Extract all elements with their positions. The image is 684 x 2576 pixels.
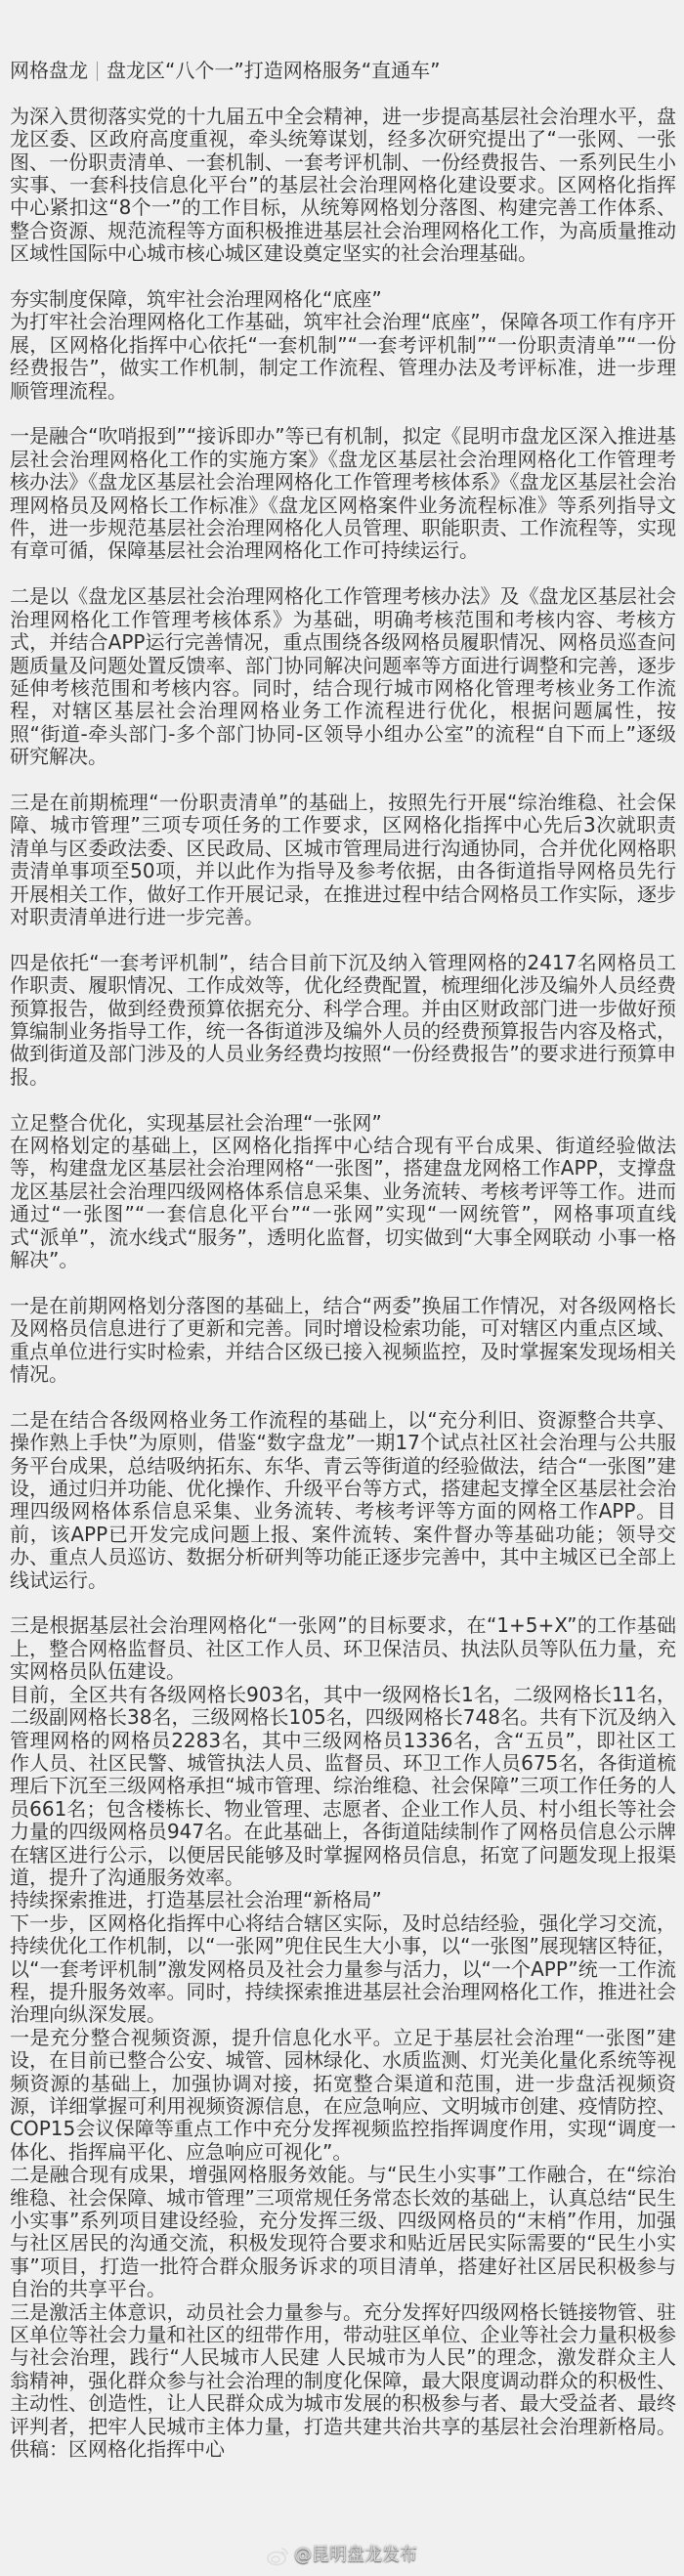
paragraph: 一是在前期网格划分落图的基础上，结合“两委”换届工作情况，对各级网格长及网格员信息进行了更新和完善。同时增设检索功能，可对辖区内重点区域、重点单位进行实时检索，并结合区级已接入视频监控，及时掌握案发现场相关情况。 (10, 1293, 676, 1387)
intro-paragraph (10, 106, 676, 266)
section-one-network (10, 1112, 676, 1272)
paragraph: 为打牢社会治理网格化工作基础，筑牢社会治理“底座”，保障各项工作有序开展，区网格化指挥中心依托“一套机制”“一套考评机制”“一份职责清单”“一份经费报告”，做实工作机制，制定工作流程、管理办法及考评标准，进一步理顺管理流程。 (10, 310, 676, 403)
weibo-watermark (0, 2544, 684, 2566)
section-heading: 持续探索推进，打造基层社会治理“新格局” (10, 1888, 382, 1912)
section-heading: 夯实制度保障，筑牢社会治理网格化“底座” (10, 287, 382, 312)
paragraph: 下一步，区网格化指挥中心将结合辖区实际，及时总结经验，强化学习交流，持续优化工作机制，以“一张网”兜住民生大小事，以“一张图”展现辖区特征，以“一套考评机制”激发网格员及社会力量参与活力，以“一个APP”统一工作流程，提升服务效率。同时，持续探索推进基层社会治理网格化工作，推进社会治理向纵深发展。 (10, 1911, 676, 2027)
column-name: 网格盘龙 (10, 59, 88, 82)
paragraph: 三是激活主体意识，动员社会力量参与。充分发挥好四级网格长链接物管、驻区单位等社会力量和社区的纽带作用，带动驻区单位、企业等社会力量积极参与社会治理，践行“人民城市人民建 人民城市为人民”的理念，激发群众主人翁精神，强化群众参与社会治理的制度化保障，最大限度调动群众的积极性、主动性、创造性，让人民群众成为城市发展的积极参与者、最大受益者、最终评判者，把牢人民城市主体力量，打造共建共治共享的基层社会治理新格局。供稿：区网格化指挥中心 (10, 2299, 676, 2462)
weibo-icon (267, 2545, 290, 2566)
paragraph: 二是以《盘龙区基层社会治理网格化工作管理考核办法》及《盘龙区基层社会治理网格化工作管理考核体系》为基础，明确考核范围和考核内容、考核方式，并结合APP运行完善情况，重点围绕各级网格员履职情况、网格员巡查问题质量及问题处置反馈率、部门协同解决问题率等方面进行调整和完善，逐步延伸考核范围和考核内容。同时，结合现行城市网格化管理考核业务工作流程，对辖区基层社会治理网格业务工作流程进行优化，根据问题属性，按照“街道-牵头部门-多个部门协同-区领导小组办公室”的流程“自下而上”逐级研究解决。 (10, 584, 676, 769)
paragraph: 四是依托“一套考评机制”，结合目前下沉及纳入管理网格的2417名网格员工作职责、履职情况、工作成效等，优化经费配置，梳理细化涉及编外人员经费预算报告，做到经费预算依据充分、科学合理。并由区财政部门进一步做好预算编制业务指导工作，统一各街道涉及编外人员的经费预算报告内容及格式，做到街道及部门涉及的人员业务经费均按照“一份经费报告”的要求进行预算申报。 (10, 950, 676, 1089)
title-divider (97, 62, 98, 81)
paragraph: 一是充分整合视频资源，提升信息化水平。立足于基层社会治理“一张图”建设，在目前已整合公安、城管、园林绿化、水质监测、灯光美化量化系统等视频资源的基础上，加强协调对接，拓宽整合渠道和范围，进一步盘活视频资源，详细掌握可利用视频资源信息，在应急响应、文明城市创建、疫情防控、COP15会议保障等重点工作中充分发挥视频监控指挥调度作用，实现“调度一体化、指挥扁平化、应急响应可视化”。 (10, 2025, 676, 2164)
point-two (10, 585, 676, 768)
paragraph: 二是融合现有成果，增强网格服务效能。与“民生小实事”工作融合，在“综治维稳、社会保障、城市管理”三项常规任务常态长效的基础上，认真总结“民生小实事”系列项目建设经验，充分发挥三级、四级网格员的“末梢”作用，加强与社区居民的沟通交流，积极发现符合要求和贴近居民实际需要的“民生小实事”项目，打造一批符合群众服务诉求的项目清单，搭建好社区居民积极参与自治的共享平台。 (10, 2163, 676, 2301)
article (10, 60, 676, 2484)
paragraph: 三是根据基层社会治理网格化“一张网”的目标要求，在“1+5+X”的工作基础上，整合网格监督员、社区工作人员、环卫保洁员、执法队员等队伍力量，充实网格员队伍建设。 (10, 1613, 676, 1684)
watermark-text: @昆明盘龙发布 (294, 2545, 417, 2565)
network-point-one (10, 1295, 676, 1387)
network-point-two (10, 1409, 676, 1592)
point-three (10, 792, 676, 928)
paragraph: 二是在结合各级网格业务工作流程的基础上，以“充分利旧、资源整合共享、操作熟上手快”为原则，借鉴“数字盘龙”一期17个试点社区社会治理与公共服务平台成果，总结吸纳拓东、东华、青云等街道的经验做法，结合“一张图”建设，通过归并功能、优化操作、升级平台等方式，搭建起支撑全区基层社会治理四级网格体系信息采集、业务流转、考核考评等方面的网格工作APP。目前，该APP已开发完成问题上报、案件流转、案件督办等基础功能；领导交办、重点人员巡访、数据分析研判等功能正逐步完善中，其中主城区已全部上线试运行。 (10, 1407, 676, 1592)
paragraph: 一是融合“吹哨报到”“接诉即办”等已有机制，拟定《昆明市盘龙区深入推进基层社会治理网格化工作的实施方案》《盘龙区基层社会治理网格化工作管理考核办法》《盘龙区基层社会治理网格化工作管理考核体系》《盘龙区基层社会治理网格员及网格长工作标准》《盘龙区网格案件业务流程标准》等系列指导文件，进一步规范基层社会治理网格化人员管理、职能职责、工作流程等，实现有章可循，保障基层社会治理网格化工作可持续运行。 (10, 424, 676, 563)
paragraph: 三是在前期梳理“一份职责清单”的基础上，按照先行开展“综治维稳、社会保障、城市管理”三项专项任务的工作要求，区网格化指挥中心先后3次就职责清单与区委政法委、区民政局、区城市管理局进行沟通协同，合并优化网格职责清单事项至50项，并以此作为指导及参考依据，由各街道指导网格员先行开展相关工作，做好工作开展记录，在推进过程中结合网格员工作实际，逐步对职责清单进行进一步完善。 (10, 790, 676, 928)
network-point-three-and-outlook (10, 1614, 676, 2461)
section-institutional-guarantee (10, 288, 676, 403)
section-heading: 立足整合优化，实现基层社会治理“一张网” (10, 1110, 382, 1135)
paragraph: 在网格划定的基础上，区网格化指挥中心结合现有平台成果、街道经验做法等，构建盘龙区基层社会治理网格“一张图”，搭建盘龙网格工作APP，支撑盘龙区基层社会治理四级网格体系信息采集、业务流转、考核考评等工作。进而通过“一张图”“一套信息化平台”“一张网”实现“一网统管”，网格事项直线式“派单”，流水线式“服务”，透明化监督，切实做到“大事全网联动 小事一格解决”。 (10, 1133, 676, 1272)
paragraph: 为深入贯彻落实党的十九届五中全会精神，进一步提高基层社会治理水平，盘龙区委、区政府高度重视，牵头统筹谋划，经多次研究提出了“一张网、一张图、一份职责清单、一套机制、一套考评机制、一份经费报告、一系列民生小实事、一套科技信息化平台”的基层社会治理网格化建设要求。区网格化指挥中心紧扣这“8个一”的工作目标，从统筹网格划分落图、构建完善工作体系、整合资源、规范流程等方面积极推进基层社会治理网格化工作，为高质量推动区域性国际中心城市核心城区建设奠定坚实的社会治理基础。 (10, 104, 676, 266)
paragraph: 目前，全区共有各级网格长903名，其中一级网格长1名，二级网格长11名，二级副网格长38名，三级网格长105名，四级网格长748名。共有下沉及纳入管理网格的网格员2283名，其中三级网格员1336名，含“五员”，即社区工作人员、社区民警、城管执法人员、监督员、环卫工作人员675名，各街道梳理后下沉至三级网格承担“城市管理、综治维稳、社会保障”三项工作任务的人员661名；包含楼栋长、物业管理、志愿者、企业工作人员、村小组长等社会力量的四级网格员947名。在此基础上，各街道陆续制作了网格员信息公示牌在辖区进行公示，以便居民能够及时掌握网格员信息，拓宽了问题发现上报渠道，提升了沟通服务效率。 (10, 1682, 676, 1889)
article-title (10, 60, 676, 82)
headline: 盘龙区“八个一”打造网格服务“直通车” (107, 59, 441, 82)
point-one (10, 425, 676, 562)
point-four (10, 952, 676, 1089)
